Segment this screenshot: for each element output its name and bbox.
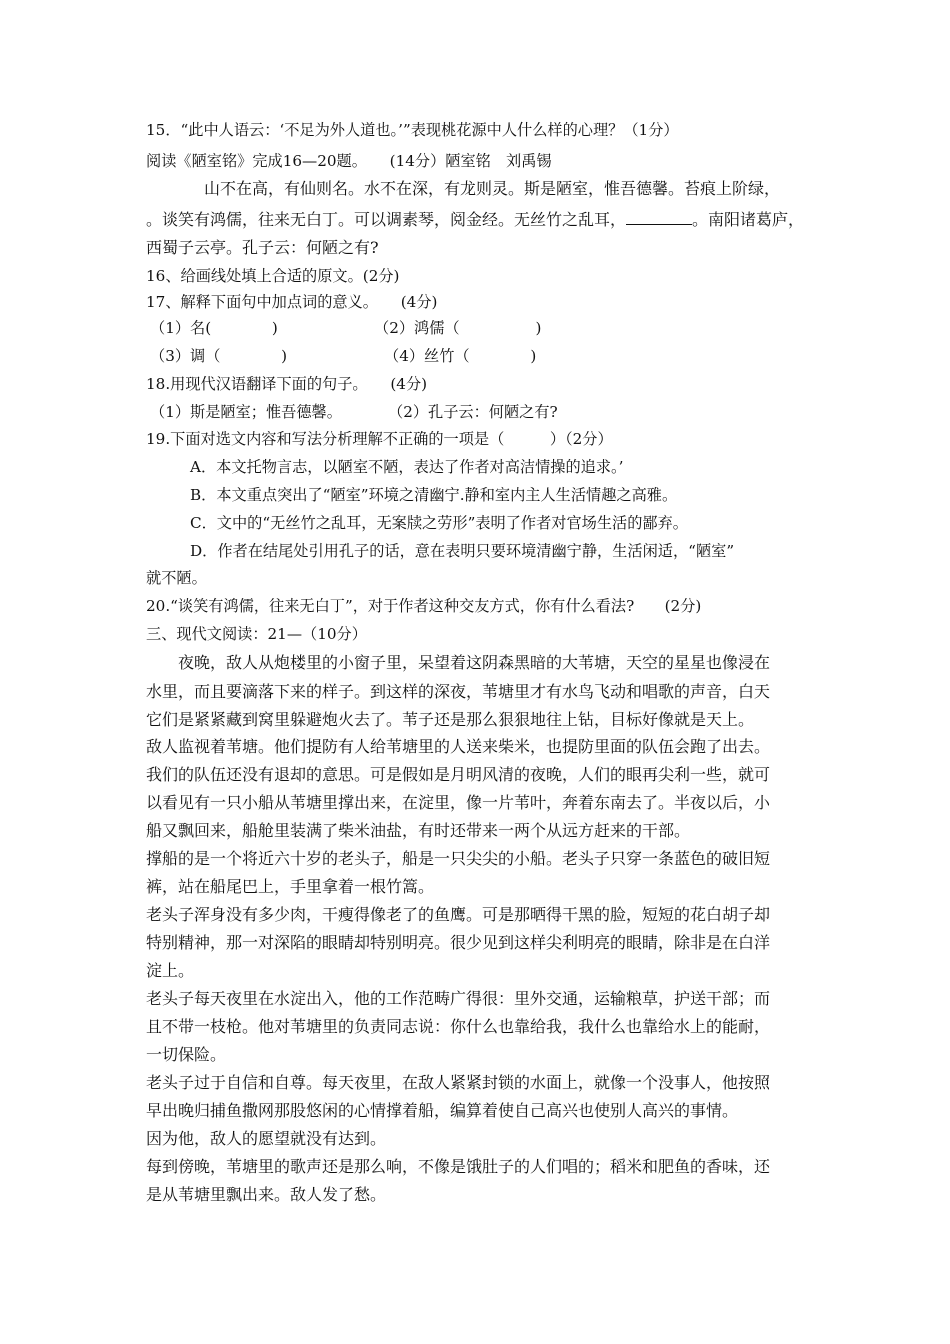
q19-option-d: D．作者在结尾处引用孔子的话，意在表明只要环境清幽宁静，生活闲适，“陋室” [190, 542, 735, 560]
story-line: 淀上。 [146, 961, 195, 980]
story-line: 特别精神，那一对深陷的眼睛却特别明亮。很少见到这样尖利明亮的眼睛，除非是在白洋 [146, 933, 771, 952]
fill-blank [626, 210, 692, 225]
q18-sentence-1: （1）斯是陋室；惟吾德馨。 [150, 403, 342, 421]
question-18: 18.用现代汉语翻译下面的句子。 (4分) [146, 375, 428, 393]
story-line: 老头子过于自信和自尊。每天夜里，在敌人紧紧封锁的水面上，就像一个没事人，他按照 [146, 1073, 771, 1092]
q19-option-b: B．本文重点突出了“陋室”环境之清幽宁.静和室内主人生活情趣之高雅。 [190, 486, 678, 504]
q17-item-1: （1）名( ) [150, 319, 278, 337]
passage-line [146, 210, 804, 230]
q19-option-d-cont: 就不陋。 [146, 569, 207, 587]
story-line: 裤，站在船尾巴上，手里拿着一根竹篙。 [146, 877, 435, 896]
q17-item-4: （4）丝竹（ ) [384, 347, 537, 365]
story-line: 老头子浑身没有多少肉，干瘦得像老了的鱼鹰。可是那晒得干黑的脸，短短的花白胡子却 [146, 905, 771, 924]
story-line: 且不带一枝枪。他对苇塘里的负责同志说：你什么也靠给我，我什么也靠给水上的能耐， [146, 1017, 771, 1036]
story-line: 一切保险。 [146, 1045, 227, 1064]
passage-line: 山不在高，有仙则名。水不在深，有龙则灵。斯是陋室，惟吾德馨。苔痕上阶绿， [204, 179, 781, 198]
story-line: 是从苇塘里飘出来。敌人发了愁。 [146, 1185, 387, 1204]
q17-item-3: （3）调（ ) [150, 347, 288, 365]
story-line: 我们的队伍还没有退却的意思。可是假如是月明风清的夜晚，人们的眼再尖利一些，就可 [146, 765, 771, 784]
q19-option-a: A．本文托物言志，以陋室不陋，表达了作者对高洁情操的追求。’ [190, 458, 624, 476]
passage-line: 西蜀子云亭。孔子云：何陋之有? [146, 238, 379, 257]
story-line: 撑船的是一个将近六十岁的老头子，船是一只尖尖的小船。老头子只穿一条蓝色的破旧短 [146, 849, 771, 868]
question-20: 20.“谈笑有鸿儒，往来无白丁”，对于作者这种交友方式，你有什么看法? (2分) [146, 597, 702, 615]
question-19: 19.下面对选文内容和写法分析理解不正确的一项是（ ）（2分） [146, 430, 613, 448]
story-line: 早出晚归捕鱼撒网那股悠闲的心情撑着船，编算着使自己高兴也使别人高兴的事情。 [146, 1101, 739, 1120]
story-line: 夜晚，敌人从炮楼里的小窗子里，呆望着这阴森黑暗的大苇塘，天空的星星也像浸在 [178, 653, 771, 672]
section-three-heading: 三、现代文阅读：21—（10分） [146, 625, 367, 643]
question-16: 16、给画线处填上合适的原文。(2分) [146, 267, 400, 285]
q19-option-c: C．文中的“无丝竹之乱耳，无案牍之劳形”表明了作者对官场生活的鄙弃。 [190, 514, 688, 532]
story-line: 水里，而且要滴落下来的样子。到这样的深夜，苇塘里才有水鸟飞动和唱歌的声音，白天 [146, 682, 771, 701]
reading-intro: 阅读《陋室铭》完成16—20题。 (14分）陋室铭 刘禹锡 [146, 152, 552, 170]
story-line: 因为他，敌人的愿望就没有达到。 [146, 1129, 387, 1148]
story-line: 船又飘回来，船舱里装满了柴米油盐，有时还带来一两个从远方赶来的干部。 [146, 821, 691, 840]
question-15: 15．“此中人语云：‘不足为外人道也。’”表现桃花源中人什么样的心理？（1分） [146, 121, 679, 139]
q17-item-2: （2）鸿儒（ ) [374, 319, 542, 337]
story-line: 它们是紧紧藏到窝里躲避炮火去了。苇子还是那么狠狠地往上钻，目标好像就是天上。 [146, 710, 755, 729]
story-line: 敌人监视着苇塘。他们提防有人给苇塘里的人送来柴米，也提防里面的队伍会跑了出去。 [146, 737, 771, 756]
story-line: 以看见有一只小船从苇塘里撑出来，在淀里，像一片苇叶，奔着东南去了。半夜以后，小 [146, 793, 771, 812]
passage-text: 。南阳诸葛庐， [692, 210, 805, 229]
story-line: 老头子每天夜里在水淀出入，他的工作范畴广得很：里外交通，运输粮草，护送干部；而 [146, 989, 771, 1008]
story-line: 每到傍晚，苇塘里的歌声还是那么响，不像是饿肚子的人们唱的；稻米和肥鱼的香味，还 [146, 1157, 771, 1176]
question-17: 17、解释下面句中加点词的意义。 (4分) [146, 293, 438, 311]
passage-text: 。谈笑有鸿儒，往来无白丁。可以调素琴，阅金经。无丝竹之乱耳， [146, 210, 627, 229]
q18-sentence-2: （2）孔子云：何陋之有? [388, 403, 558, 421]
